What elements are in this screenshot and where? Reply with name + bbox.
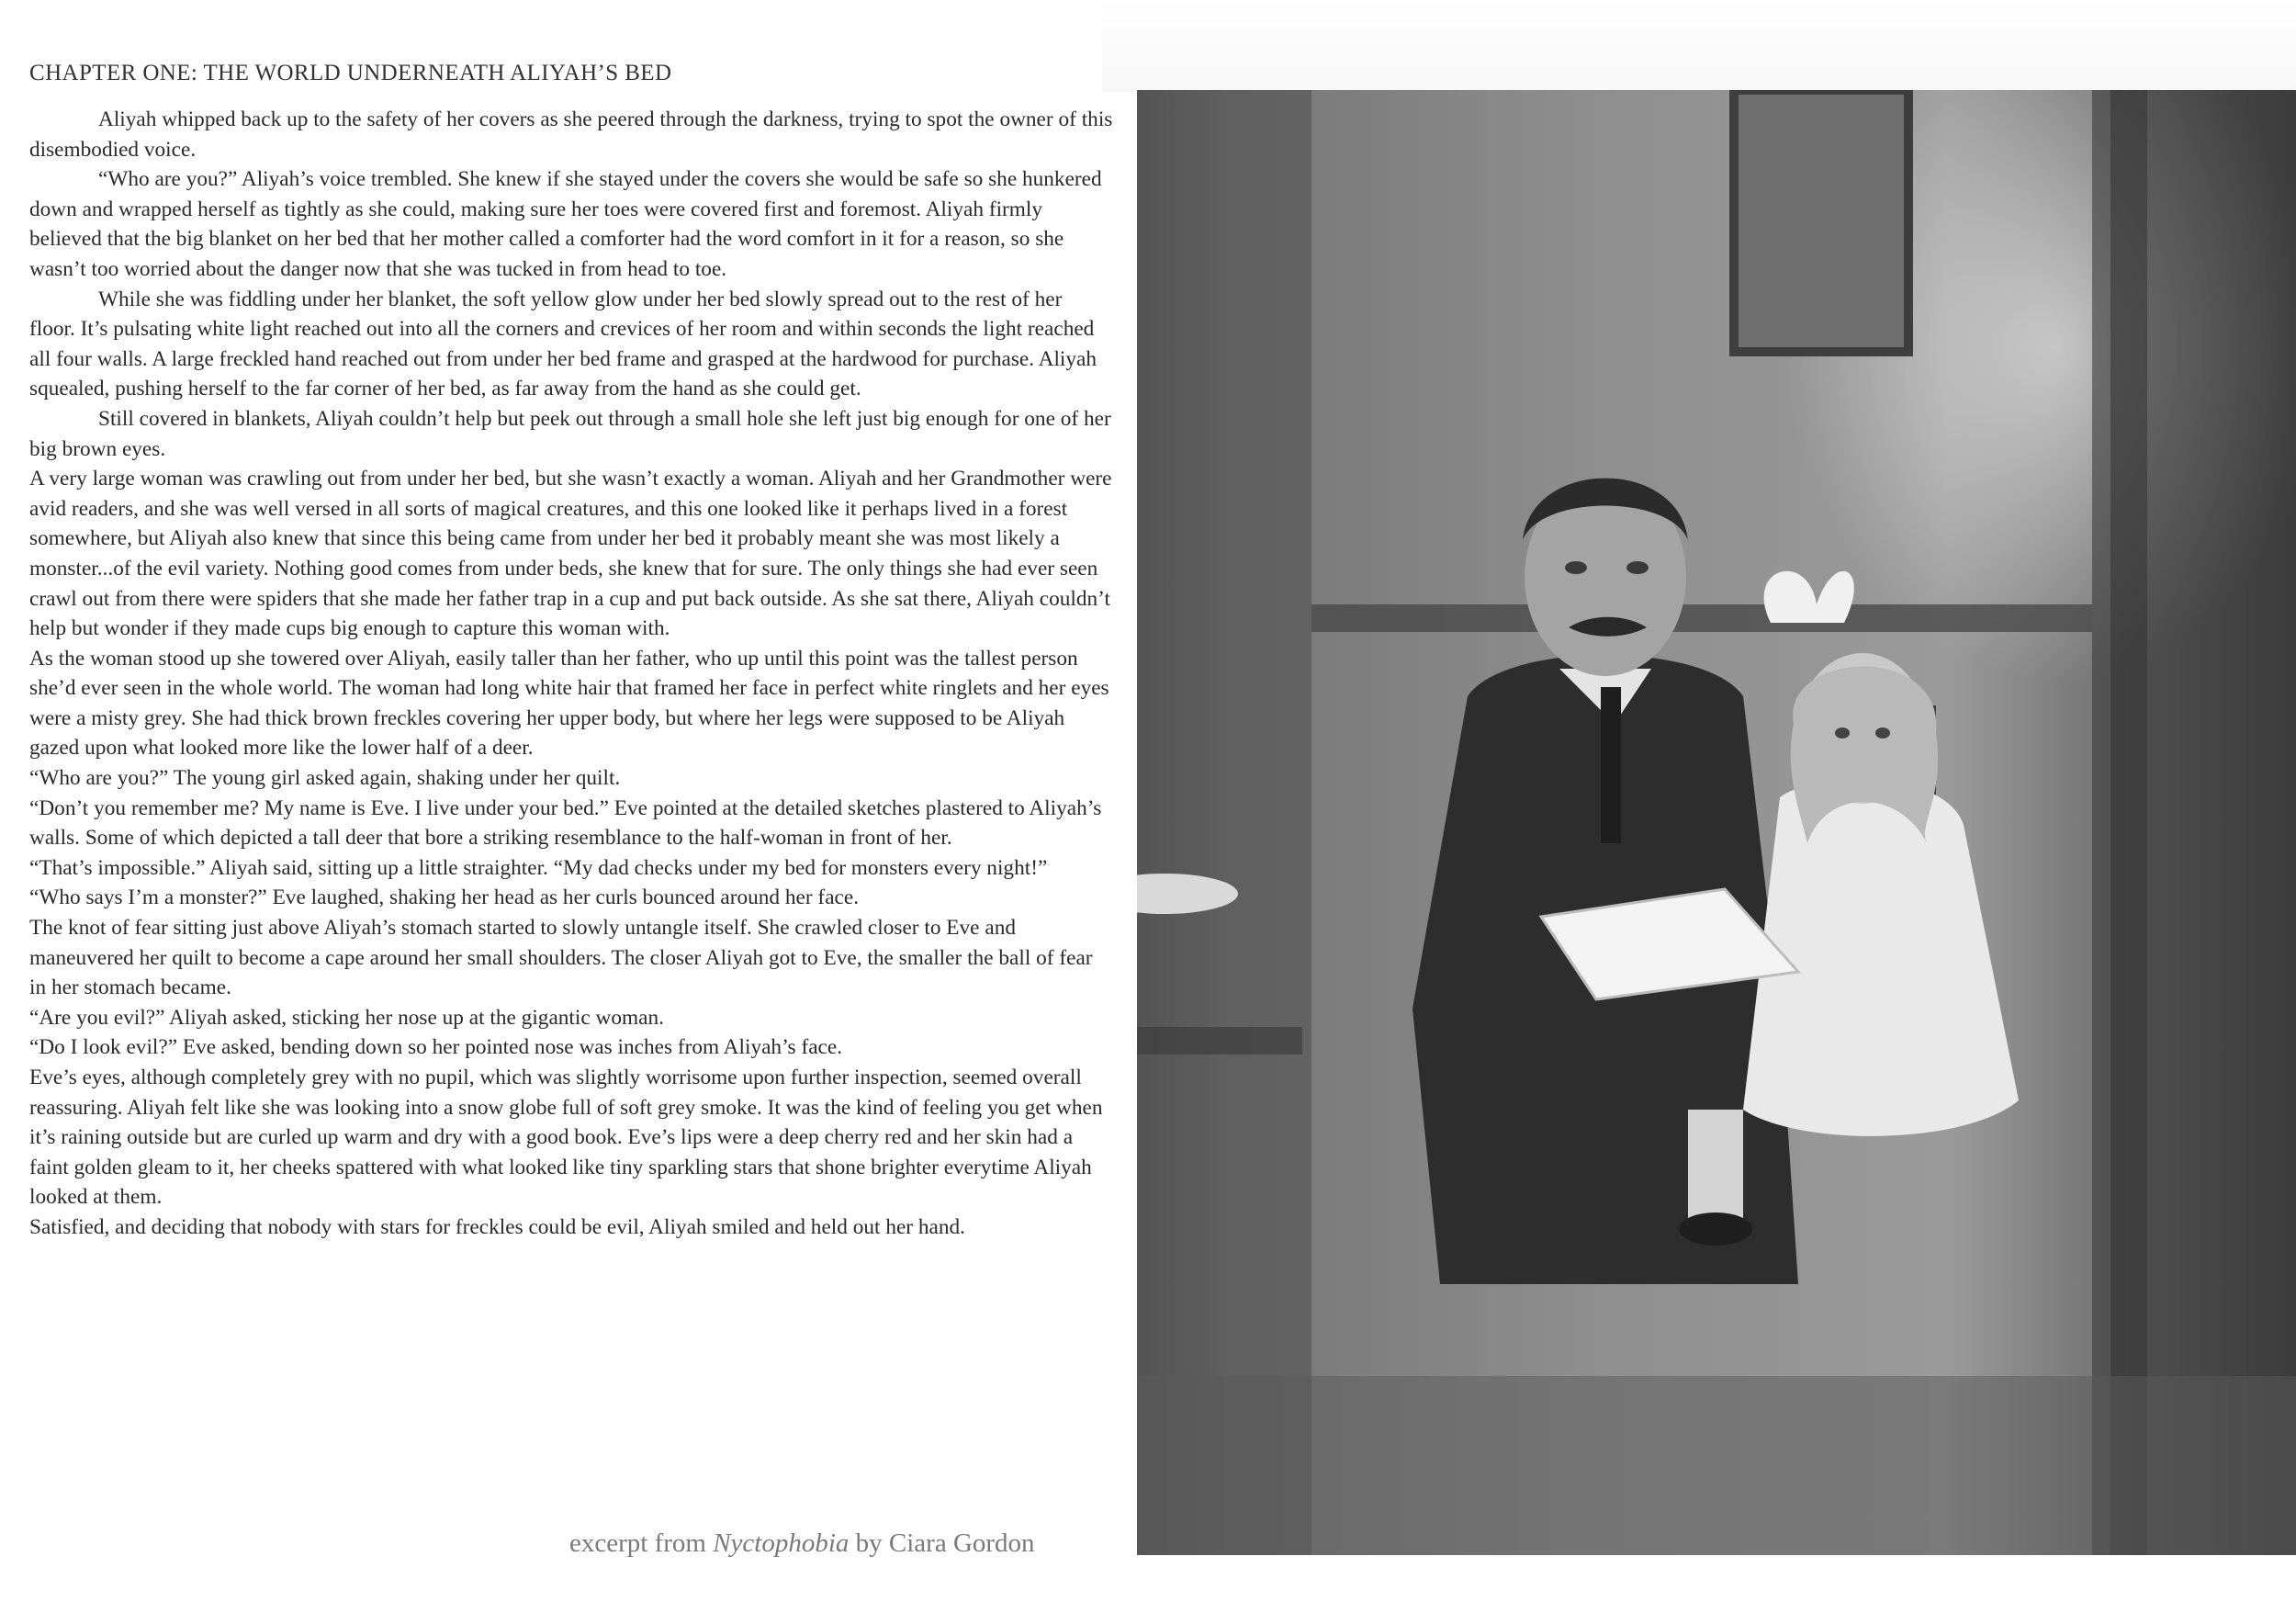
paragraph: “Do I look evil?” Eve asked, bending down so her pointed nose was inches from Aliyah’s face. (29, 1035, 843, 1060)
floor (1137, 1376, 2296, 1555)
paragraph: “Don’t you remember me? My name is Eve. I live under your bed.” Eve pointed at the detailed sketches plastered to Aliyah’s walls. Some of which depicted a tall deer that bore a striking resemblance to the half-woman in front of her. (29, 795, 1102, 851)
credit-author: by Ciara Gordon (849, 1528, 1035, 1558)
left-wall-shadow (1137, 90, 1311, 1555)
story-text-column (29, 61, 1113, 1243)
photo-torn-edge (1102, 0, 2296, 92)
credit-prefix: excerpt from (569, 1528, 714, 1558)
girl-left-eye (1835, 727, 1850, 739)
paragraph: “Who says I’m a monster?” Eve laughed, shaking her head as her curls bounced around her face. (29, 885, 860, 910)
girl-shoes (1679, 1212, 1752, 1246)
paragraph: While she was fiddling under her blanket, the soft yellow glow under her bed slowly spread out to the rest of her floor. It’s pulsating white light reached out into all the corners and crevices of her room and within seconds the light reached all four walls. A large freckled hand reached out from under her bed frame and grasped at the hardwood for purchase. Aliyah squealed, pushing herself to the far corner of her bed, as far away from the hand as she could get. (29, 287, 1097, 401)
excerpt-credit (569, 1528, 1035, 1559)
paragraph: The knot of fear sitting just above Aliyah’s stomach started to slowly untangle itself. She crawled closer to Eve and maneuvered her quilt to become a cape around her small shoulders. The closer Aliyah got to Eve, the smaller the ball of fear in her stomach became. (29, 916, 1093, 1000)
story-body (29, 105, 1113, 1243)
paragraph: As the woman stood up she towered over Aliyah, easily taller than her father, who up until this point was the tallest person she’d ever seen in the whole world. The woman had long white hair that framed her face in perfect white ringlets and her eyes were a misty grey. She had thick brown freckles covering her upper body, but where her legs were supposed to be Aliyah gazed upon what looked more like the lower half of a deer. (29, 646, 1109, 761)
paragraph: “Who are you?” Aliyah’s voice trembled. She knew if she stayed under the covers she would be safe so she hunkered down and wrapped herself as tightly as she could, making sure her toes were covered first and foremost. Aliyah firmly believed that the big blanket on her bed that her mother called a comforter had the word comfort in it for a reason, so she wasn’t too worried about the danger now that she was tucked in from head to toe. (29, 167, 1102, 281)
paragraph: A very large woman was crawling out from under her bed, but she wasn’t exactly a woman. Aliyah and her Grandmother were avid readers, and she was well versed in all sorts of magical creatures, and this one looked like it perhaps lived in a forest somewhere, but Aliyah also knew that since this being came from under her bed it probably meant she was most likely a monster...of the evil variety. Nothing good comes from under beds, she knew that for sure. The only things she had ever seen crawl out from there were spiders that she made her father trap in a cup and put back outside. As she sat there, Aliyah couldn’t help but wonder if they made cups big enough to capture this woman with. (29, 467, 1112, 641)
paragraph: Still covered in blankets, Aliyah couldn’t help but peek out through a small hole she left just big enough for one of her big brown eyes. (29, 406, 1111, 461)
paragraph: “Who are you?” The young girl asked again, shaking under her quilt. (29, 766, 621, 791)
wall-picture-frame (1734, 90, 1908, 352)
man-tie (1601, 687, 1621, 843)
paragraph: Satisfied, and deciding that nobody with stars for freckles could be evil, Aliyah smiled and held out her hand. (29, 1214, 965, 1239)
man-right-eye (1626, 561, 1649, 574)
chair-rail (1311, 604, 2092, 632)
chapter-title: CHAPTER ONE: THE WORLD UNDERNEATH ALIYAH’S BED (29, 61, 672, 85)
door-jamb (2110, 90, 2147, 1555)
paragraph: “Are you evil?” Aliyah asked, sticking her nose up at the gigantic woman. (29, 1005, 664, 1030)
paragraph: Eve’s eyes, although completely grey with no pupil, which was slightly worrisome upon further inspection, seemed overall reassuring. Aliyah felt like she was looking into a snow globe full of soft grey smoke. It was the kind of feeling you get when it’s raining outside but are curled up warm and dry with a good book. Eve’s lips were a deep cherry red and her skin had a faint golden gleam to it, her cheeks spattered with what looked like tiny sparkling stars that shone brighter everytime Aliyah looked at them. (29, 1066, 1103, 1210)
book-title: Nyctophobia (713, 1528, 850, 1558)
photo-illustration (1137, 90, 2296, 1555)
girl-legs (1688, 1110, 1743, 1220)
man-left-eye (1565, 561, 1587, 574)
girl-right-eye (1875, 727, 1890, 739)
vintage-photograph (1137, 90, 2296, 1555)
side-table (1137, 1027, 1302, 1054)
paragraph: “That’s impossible.” Aliyah said, sitting up a little straighter. “My dad checks under my bed for monsters every night!” (29, 855, 1048, 880)
girl-hair-bow (1764, 571, 1854, 623)
paragraph: Aliyah whipped back up to the safety of her covers as she peered through the darkness, trying to spot the owner of this disembodied voice. (29, 107, 1113, 162)
